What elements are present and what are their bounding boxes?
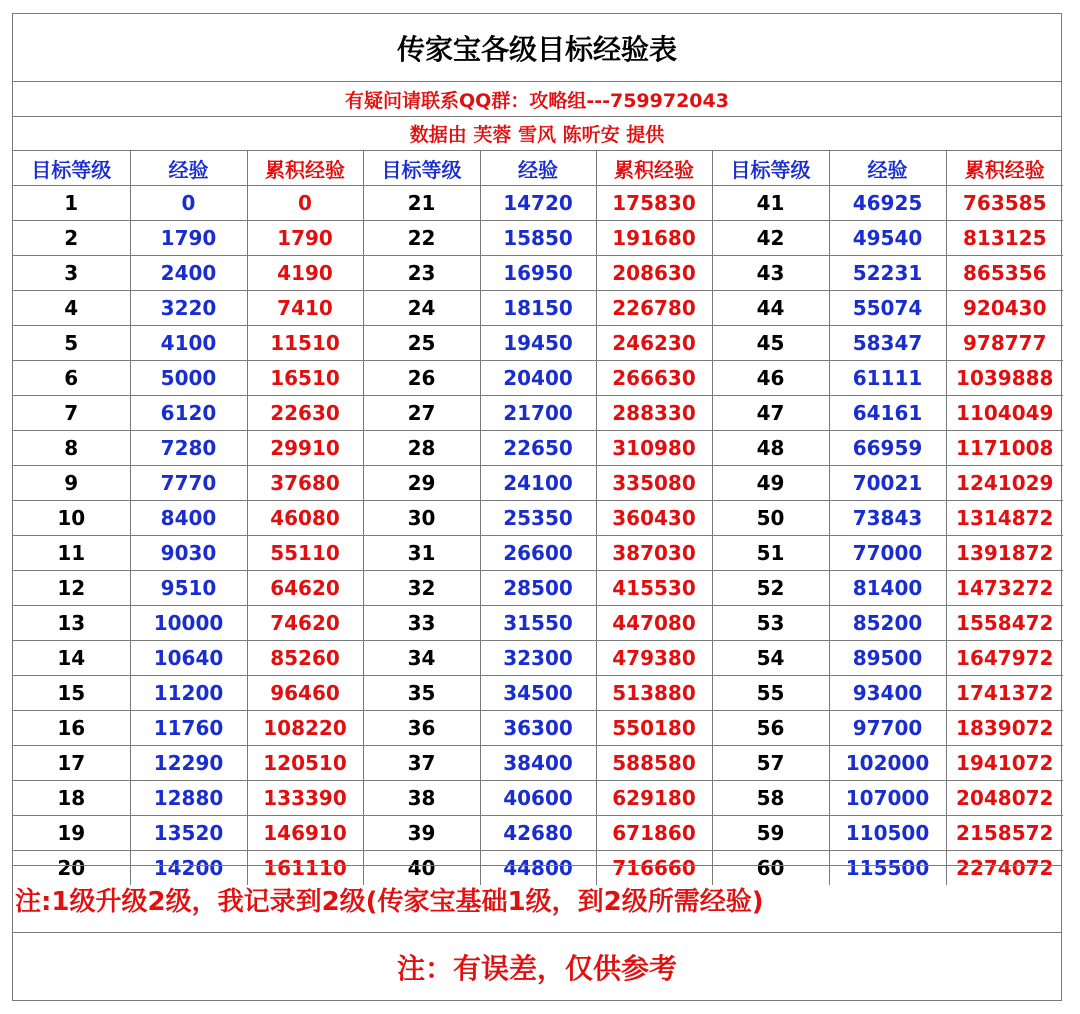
exp-cell: 15850 — [480, 221, 596, 256]
level-cell: 44 — [712, 291, 829, 326]
level-cell: 15 — [13, 676, 130, 711]
level-cell: 18 — [13, 781, 130, 816]
exp-cell: 44800 — [480, 851, 596, 886]
cumulative-cell: 447080 — [596, 606, 712, 641]
cumulative-cell: 2048072 — [946, 781, 1063, 816]
header-exp: 经验 — [130, 151, 247, 186]
cumulative-cell: 37680 — [247, 466, 363, 501]
table-row — [13, 291, 1063, 326]
cumulative-cell: 85260 — [247, 641, 363, 676]
table-row — [13, 641, 1063, 676]
table-row — [13, 676, 1063, 711]
exp-cell: 18150 — [480, 291, 596, 326]
cumulative-cell: 29910 — [247, 431, 363, 466]
level-cell: 25 — [363, 326, 480, 361]
exp-cell: 58347 — [829, 326, 946, 361]
exp-cell: 10640 — [130, 641, 247, 676]
level-cell: 12 — [13, 571, 130, 606]
exp-cell: 28500 — [480, 571, 596, 606]
header-cumulative: 累积经验 — [247, 151, 363, 186]
level-cell: 22 — [363, 221, 480, 256]
level-cell: 10 — [13, 501, 130, 536]
exp-cell: 31550 — [480, 606, 596, 641]
cumulative-cell: 513880 — [596, 676, 712, 711]
credits-line: 数据由 芙蓉 雪风 陈听安 提供 — [13, 117, 1061, 151]
note-level-explanation: 注:1级升级2级，我记录到2级(传家宝基础1级，到2级所需经验) — [13, 865, 1061, 933]
level-cell: 17 — [13, 746, 130, 781]
cumulative-cell: 175830 — [596, 186, 712, 221]
cumulative-cell: 2158572 — [946, 816, 1063, 851]
cumulative-cell: 310980 — [596, 431, 712, 466]
cumulative-cell: 46080 — [247, 501, 363, 536]
level-cell: 38 — [363, 781, 480, 816]
level-cell: 32 — [363, 571, 480, 606]
level-cell: 23 — [363, 256, 480, 291]
exp-cell: 25350 — [480, 501, 596, 536]
exp-cell: 115500 — [829, 851, 946, 886]
level-cell: 59 — [712, 816, 829, 851]
exp-cell: 14200 — [130, 851, 247, 886]
cumulative-cell: 133390 — [247, 781, 363, 816]
exp-cell: 46925 — [829, 186, 946, 221]
exp-cell: 0 — [130, 186, 247, 221]
cumulative-cell: 4190 — [247, 256, 363, 291]
level-cell: 7 — [13, 396, 130, 431]
level-cell: 3 — [13, 256, 130, 291]
cumulative-cell: 161110 — [247, 851, 363, 886]
cumulative-cell: 146910 — [247, 816, 363, 851]
exp-cell: 2400 — [130, 256, 247, 291]
exp-cell: 3220 — [130, 291, 247, 326]
cumulative-cell: 550180 — [596, 711, 712, 746]
exp-cell: 7280 — [130, 431, 247, 466]
exp-cell: 89500 — [829, 641, 946, 676]
level-cell: 56 — [712, 711, 829, 746]
table-body — [13, 186, 1063, 886]
exp-cell: 16950 — [480, 256, 596, 291]
exp-cell: 21700 — [480, 396, 596, 431]
exp-cell: 12880 — [130, 781, 247, 816]
level-cell: 24 — [363, 291, 480, 326]
exp-cell: 110500 — [829, 816, 946, 851]
header-row — [13, 151, 1063, 186]
level-cell: 4 — [13, 291, 130, 326]
exp-cell: 4100 — [130, 326, 247, 361]
header-exp: 经验 — [480, 151, 596, 186]
cumulative-cell: 1473272 — [946, 571, 1063, 606]
exp-cell: 19450 — [480, 326, 596, 361]
level-cell: 42 — [712, 221, 829, 256]
exp-cell: 73843 — [829, 501, 946, 536]
level-cell: 60 — [712, 851, 829, 886]
level-cell: 20 — [13, 851, 130, 886]
exp-cell: 5000 — [130, 361, 247, 396]
cumulative-cell: 96460 — [247, 676, 363, 711]
level-cell: 11 — [13, 536, 130, 571]
exp-cell: 9030 — [130, 536, 247, 571]
exp-cell: 93400 — [829, 676, 946, 711]
cumulative-cell: 1391872 — [946, 536, 1063, 571]
cumulative-cell: 1558472 — [946, 606, 1063, 641]
experience-sheet — [12, 13, 1062, 1001]
level-cell: 33 — [363, 606, 480, 641]
level-cell: 1 — [13, 186, 130, 221]
level-cell: 46 — [712, 361, 829, 396]
exp-cell: 12290 — [130, 746, 247, 781]
level-cell: 2 — [13, 221, 130, 256]
exp-cell: 52231 — [829, 256, 946, 291]
exp-cell: 102000 — [829, 746, 946, 781]
exp-cell: 66959 — [829, 431, 946, 466]
level-cell: 9 — [13, 466, 130, 501]
level-cell: 26 — [363, 361, 480, 396]
cumulative-cell: 415530 — [596, 571, 712, 606]
level-cell: 45 — [712, 326, 829, 361]
exp-cell: 70021 — [829, 466, 946, 501]
exp-cell: 55074 — [829, 291, 946, 326]
level-cell: 31 — [363, 536, 480, 571]
exp-cell: 10000 — [130, 606, 247, 641]
cumulative-cell: 22630 — [247, 396, 363, 431]
cumulative-cell: 763585 — [946, 186, 1063, 221]
table-row — [13, 536, 1063, 571]
cumulative-cell: 1839072 — [946, 711, 1063, 746]
cumulative-cell: 629180 — [596, 781, 712, 816]
cumulative-cell: 1314872 — [946, 501, 1063, 536]
exp-cell: 49540 — [829, 221, 946, 256]
exp-cell: 20400 — [480, 361, 596, 396]
cumulative-cell: 865356 — [946, 256, 1063, 291]
level-cell: 8 — [13, 431, 130, 466]
table-row — [13, 816, 1063, 851]
exp-cell: 38400 — [480, 746, 596, 781]
cumulative-cell: 1241029 — [946, 466, 1063, 501]
level-cell: 16 — [13, 711, 130, 746]
cumulative-cell: 716660 — [596, 851, 712, 886]
cumulative-cell: 74620 — [247, 606, 363, 641]
exp-cell: 97700 — [829, 711, 946, 746]
cumulative-cell: 226780 — [596, 291, 712, 326]
header-exp: 经验 — [829, 151, 946, 186]
level-cell: 47 — [712, 396, 829, 431]
cumulative-cell: 2274072 — [946, 851, 1063, 886]
table-row — [13, 501, 1063, 536]
level-cell: 35 — [363, 676, 480, 711]
exp-cell: 26600 — [480, 536, 596, 571]
exp-cell: 11200 — [130, 676, 247, 711]
level-cell: 57 — [712, 746, 829, 781]
table-row — [13, 326, 1063, 361]
cumulative-cell: 1171008 — [946, 431, 1063, 466]
header-level: 目标等级 — [13, 151, 130, 186]
cumulative-cell: 1104049 — [946, 396, 1063, 431]
contact-line: 有疑问请联系QQ群：攻略组---759972043 — [13, 82, 1061, 117]
level-cell: 51 — [712, 536, 829, 571]
cumulative-cell: 1790 — [247, 221, 363, 256]
cumulative-cell: 208630 — [596, 256, 712, 291]
level-cell: 37 — [363, 746, 480, 781]
exp-cell: 64161 — [829, 396, 946, 431]
experience-table — [13, 151, 1063, 885]
cumulative-cell: 120510 — [247, 746, 363, 781]
level-cell: 54 — [712, 641, 829, 676]
exp-cell: 85200 — [829, 606, 946, 641]
level-cell: 14 — [13, 641, 130, 676]
cumulative-cell: 64620 — [247, 571, 363, 606]
level-cell: 58 — [712, 781, 829, 816]
table-row — [13, 781, 1063, 816]
table-row — [13, 256, 1063, 291]
level-cell: 53 — [712, 606, 829, 641]
level-cell: 19 — [13, 816, 130, 851]
table-row — [13, 466, 1063, 501]
cumulative-cell: 978777 — [946, 326, 1063, 361]
level-cell: 34 — [363, 641, 480, 676]
cumulative-cell: 920430 — [946, 291, 1063, 326]
level-cell: 43 — [712, 256, 829, 291]
cumulative-cell: 11510 — [247, 326, 363, 361]
cumulative-cell: 1039888 — [946, 361, 1063, 396]
table-row — [13, 221, 1063, 256]
level-cell: 40 — [363, 851, 480, 886]
cumulative-cell: 335080 — [596, 466, 712, 501]
table-row — [13, 711, 1063, 746]
note-disclaimer: 注：有误差，仅供参考 — [396, 951, 677, 985]
exp-cell: 9510 — [130, 571, 247, 606]
exp-cell: 1790 — [130, 221, 247, 256]
table-row — [13, 361, 1063, 396]
level-cell: 30 — [363, 501, 480, 536]
exp-cell: 36300 — [480, 711, 596, 746]
level-cell: 28 — [363, 431, 480, 466]
cumulative-cell: 387030 — [596, 536, 712, 571]
level-cell: 6 — [13, 361, 130, 396]
table-row — [13, 571, 1063, 606]
level-cell: 49 — [712, 466, 829, 501]
cumulative-cell: 588580 — [596, 746, 712, 781]
exp-cell: 22650 — [480, 431, 596, 466]
table-row — [13, 396, 1063, 431]
table-row — [13, 606, 1063, 641]
level-cell: 29 — [363, 466, 480, 501]
table-row — [13, 746, 1063, 781]
exp-cell: 81400 — [829, 571, 946, 606]
level-cell: 27 — [363, 396, 480, 431]
cumulative-cell: 191680 — [596, 221, 712, 256]
cumulative-cell: 360430 — [596, 501, 712, 536]
level-cell: 52 — [712, 571, 829, 606]
level-cell: 41 — [712, 186, 829, 221]
level-cell: 55 — [712, 676, 829, 711]
exp-cell: 7770 — [130, 466, 247, 501]
exp-cell: 42680 — [480, 816, 596, 851]
level-cell: 48 — [712, 431, 829, 466]
cumulative-cell: 1741372 — [946, 676, 1063, 711]
exp-cell: 40600 — [480, 781, 596, 816]
cumulative-cell: 813125 — [946, 221, 1063, 256]
exp-cell: 13520 — [130, 816, 247, 851]
level-cell: 21 — [363, 186, 480, 221]
level-cell: 13 — [13, 606, 130, 641]
exp-cell: 77000 — [829, 536, 946, 571]
exp-cell: 61111 — [829, 361, 946, 396]
exp-cell: 24100 — [480, 466, 596, 501]
header-level: 目标等级 — [712, 151, 829, 186]
cumulative-cell: 1647972 — [946, 641, 1063, 676]
cumulative-cell: 246230 — [596, 326, 712, 361]
exp-cell: 6120 — [130, 396, 247, 431]
cumulative-cell: 1941072 — [946, 746, 1063, 781]
level-cell: 36 — [363, 711, 480, 746]
exp-cell: 107000 — [829, 781, 946, 816]
cumulative-cell: 479380 — [596, 641, 712, 676]
header-level: 目标等级 — [363, 151, 480, 186]
cumulative-cell: 16510 — [247, 361, 363, 396]
table-row — [13, 431, 1063, 466]
cumulative-cell: 0 — [247, 186, 363, 221]
cumulative-cell: 7410 — [247, 291, 363, 326]
cumulative-cell: 288330 — [596, 396, 712, 431]
cumulative-cell: 266630 — [596, 361, 712, 396]
exp-cell: 32300 — [480, 641, 596, 676]
sheet-title: 传家宝各级目标经验表 — [13, 14, 1061, 82]
level-cell: 39 — [363, 816, 480, 851]
cumulative-cell: 108220 — [247, 711, 363, 746]
cumulative-cell: 671860 — [596, 816, 712, 851]
exp-cell: 8400 — [130, 501, 247, 536]
header-cumulative: 累积经验 — [596, 151, 712, 186]
table-row — [13, 186, 1063, 221]
exp-cell: 34500 — [480, 676, 596, 711]
cumulative-cell: 55110 — [247, 536, 363, 571]
level-cell: 50 — [712, 501, 829, 536]
exp-cell: 11760 — [130, 711, 247, 746]
header-cumulative: 累积经验 — [946, 151, 1063, 186]
exp-cell: 14720 — [480, 186, 596, 221]
level-cell: 5 — [13, 326, 130, 361]
